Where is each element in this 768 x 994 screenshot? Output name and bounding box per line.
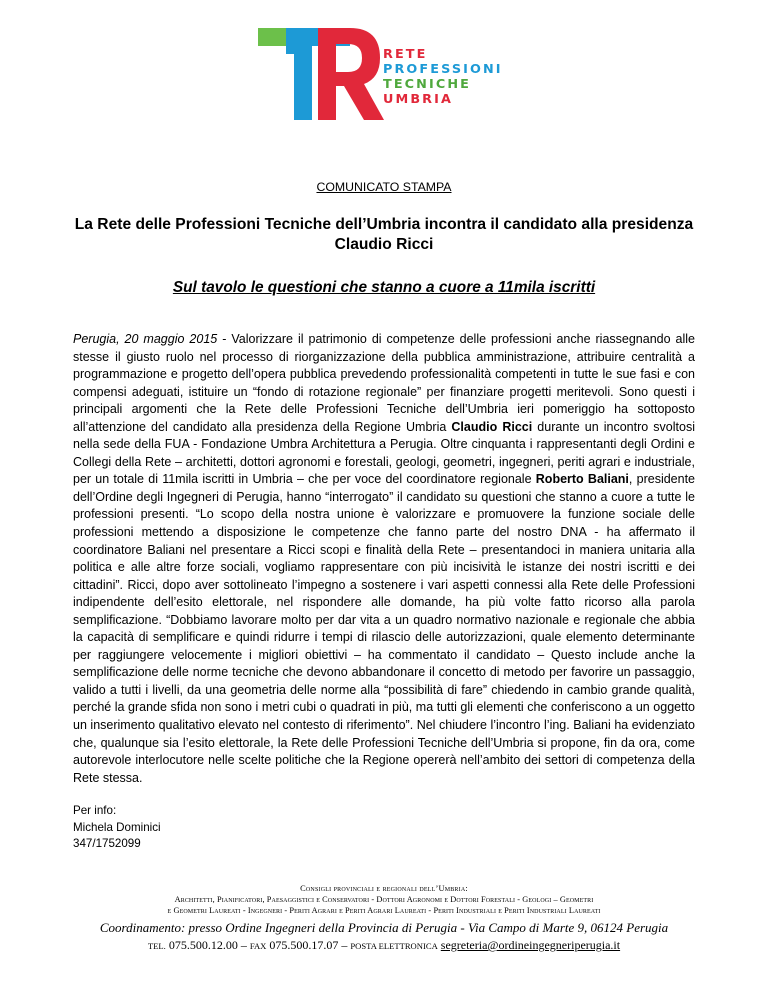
document-label: COMUNICATO STAMPA [316,180,452,194]
footer-separator-1: – [237,938,250,952]
subheadline: Sul tavolo le questioni che stanno a cuore a 11mila iscritti [172,279,596,296]
dateline: Perugia, 20 maggio 2015 [73,332,218,346]
footer-coordination: Coordinamento: presso Ordine Ingegneri della Provincia di Perugia - Via Campo di Marte 9, 06124 Perugia [99,920,669,935]
headline-line-1: La Rete delle Professioni Tecniche dell’Umbria incontra il candidato alla presidenza [74,216,694,233]
footer-fax: 075.500.17.07 [269,938,339,952]
candidate-name: Claudio Ricci [451,419,533,434]
footer-councils-title: Consigli provinciali e regionali dell’Umbria: [300,884,468,893]
contact-label: Per info: [73,804,117,817]
footer-fax-label: FAX [249,941,267,951]
body-paragraph [73,331,695,787]
footer-professions-line-1: Architetti, Pianificatori, Paesaggistici e Conservatori - Dottori Agronomi e Dottori Forestali - Geologi – Geometri [174,895,594,904]
headline-line-2: Claudio Ricci [334,236,434,253]
logo-line-umbria: UMBRIA [383,92,453,107]
footer-tel: 075.500.12.00 [168,938,238,952]
footer-tel-label: TEL. [147,941,166,951]
footer [0,883,768,955]
contact-name: Michela Dominici [73,820,161,834]
logo-t-stem [294,28,312,120]
footer-separator-2: – [338,938,351,952]
contact-info [73,803,161,853]
footer-email-label: POSTA ELETTRONICA [350,941,438,951]
logo-r-shape [318,28,384,120]
body-text-3: , presidente dell’Ordine degli Ingegneri di Perugia, hanno “interrogato” il candidato su questioni che stanno a cuore a tutte le professioni presenti. “Lo scopo della nostra unione è valorizzare e promuovere la funzione sociale delle professioni mettendo a disposizione le competenze che fanno parte del nostro DNA - ha affermato il coordinatore Baliani nel presentare a Ricci scopi e finalità della Rete – presentandoci in maniera unitaria alla politica e alle altre forze sociali, vogliamo rappresentare con più incisività le istanze dei nostri iscritti e dei cittadini”. Ricci, dopo aver sottolineato l’impegno a sostenere i vari aspetti connessi alla Rete delle Professioni indipendente dell’esito elettorale, nel rispondere alle domande, ha più volte fatto ricorso alla parola semplificazione. “Dobbiamo lavorare molto per dar vita a un quadro normativo nazionale e regionale che abbia la capacità di semplificare e quindi ridurre i tempi di rilascio delle autorizzazioni, quale elemento determinante per raggiungere velocemente i migliori obiettivi – ha commentato il candidato – Questo include anche la semplificazione delle norme tecniche che devono abbandonare il concetto di metodo per favorire un passaggio, valido a tutti i livelli, da una geometria delle norme alla “possibilità di fare” chiedendo in cambio grande qualità, perché la grande sfida non sono i metri cubi o quadrati in più, ma tutti gli elementi che conferiscono a un oggetto un inserimento qualitativo elevato nel contesto di riferimento”. Nel chiudere l’incontro l’ing. Baliani ha evidenziato che, qualunque sia l’esito elettorale, la Rete delle Professioni Tecniche dell’Umbria si propone, fin da ora, come autorevole interlocutore nelle scelte politiche che la Regione opererà nell’ambito dei settori di competenza della Rete stessa. [73,472,695,785]
body-text-2: durante un incontro svoltosi nella sede della FUA - Fondazione Umbra Architettura a Perugia. Oltre cinquanta i rappresentanti degli Ordini e Collegi della Rete – architetti, dottori agronomi e forestali, geologi, geometri, ingegneri, periti agrari e industriale, per un totale di 11mila iscritti in Umbria – che per voce del coordinatore regionale [73,419,695,487]
logo-wordmark [383,47,503,107]
logo-line-rete: RETE [383,47,428,62]
contact-phone: 347/1752099 [73,837,141,850]
footer-contacts-line [0,936,768,955]
logo-line-professioni: PROFESSIONI [383,62,503,77]
logo-line-tecniche: TECNICHE [383,77,471,92]
footer-email-link[interactable]: segreteria@ordineingegneriperugia.it [440,938,621,952]
headline [40,215,728,255]
body-text-1: - Valorizzare il patrimonio di competenze delle professioni anche riassegnando alle stesse il giusto ruolo nel processo di riorganizzazione della pubblica amministrazione, attribuire centralità a programmazione e progetto dell’opera pubblica prevedendo professionalità competenti in tutte le sue fasi e con compensi adeguati, istituire un “fondo di rotazione regionale” per finanziare progetti meritevoli. Sono questi i principali argomenti che la Rete delle Professioni Tecniche dell’Umbria ieri pomeriggio ha sottoposto all’attenzione del candidato alla presidenza della Regione Umbria [73,332,696,434]
footer-professions-line-2: e Geometri Laureati - Ingegneri - Periti Agrari e Periti Agrari Laureati - Periti Industriali e Periti Industriali Laureati [167,906,601,915]
coordinator-name: Roberto Baliani [535,472,629,487]
